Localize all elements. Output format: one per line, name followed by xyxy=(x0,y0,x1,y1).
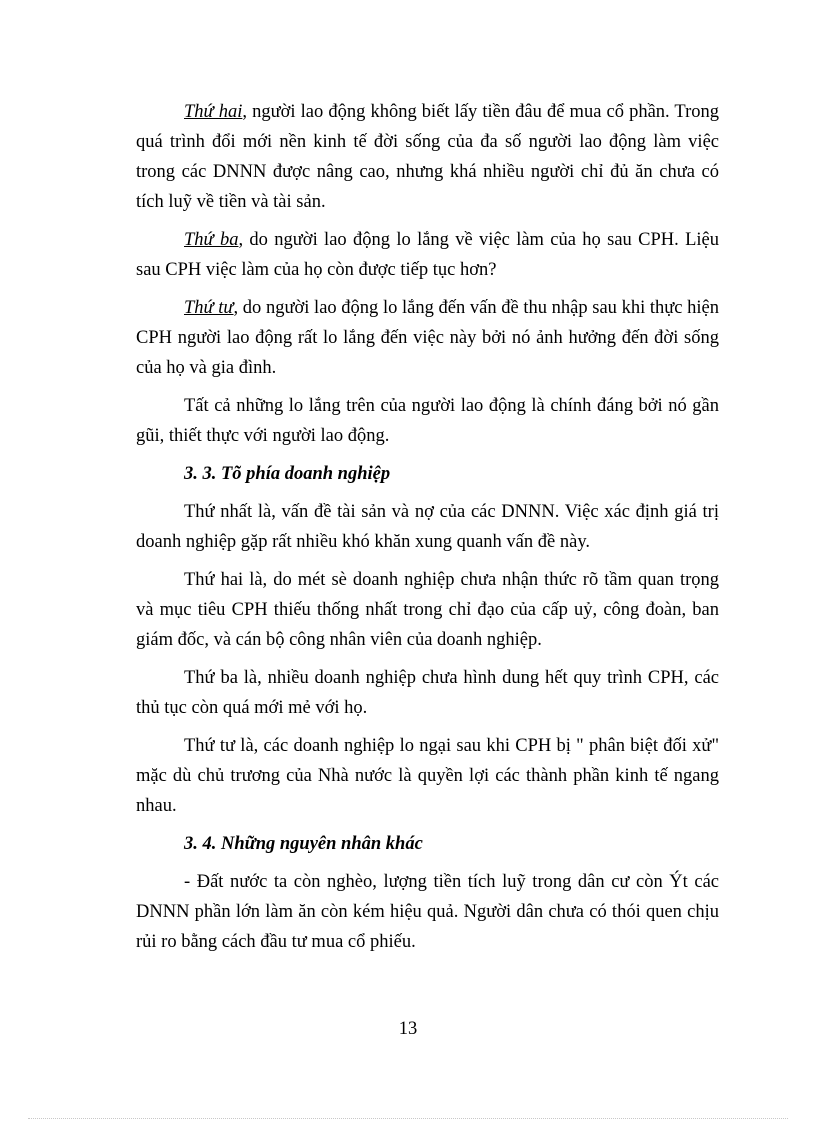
paragraph-lead: Thứ tư xyxy=(184,298,234,318)
paragraph-lead: Thứ ba xyxy=(184,230,239,250)
page-number: 13 xyxy=(398,1019,418,1039)
paragraph xyxy=(136,293,719,383)
document-body xyxy=(136,97,719,957)
section-heading: 3. 4. Những nguyên nhân khác xyxy=(184,834,423,854)
paragraph-text: , người lao động không biết lấy tiền đâu để mua cổ phần. Trong quá trình đổi mới nền kinh tế đời sống của đa số người lao động làm việc trong các DNNN được nâng cao, nhưng khá nhiều người chỉ đủ ăn chưa có tích luỹ về tiền và tài sản. xyxy=(136,102,719,212)
section-heading: 3. 3. Tõ phía doanh nghiệp xyxy=(184,464,391,484)
paragraph-text: , do người lao động lo lắng đến vấn đề thu nhập sau khi thực hiện CPH người lao động rất lo lắng đến việc này bởi nó ảnh hưởng đến đời sống của họ và gia đình. xyxy=(136,298,719,378)
footer-divider xyxy=(28,1118,788,1119)
paragraph-lead: Thứ hai xyxy=(184,102,243,122)
paragraph: Tất cả những lo lắng trên của người lao động là chính đáng bởi nó gần gũi, thiết thực với người lao động. xyxy=(136,396,719,446)
paragraph: Thứ ba là, nhiều doanh nghiệp chưa hình dung hết quy trình CPH, các thủ tục còn quá mới mẻ với họ. xyxy=(136,668,719,718)
paragraph: Thứ tư là, các doanh nghiệp lo ngại sau khi CPH bị " phân biệt đối xử" mặc dù chủ trương của Nhà nước là quyền lợi các thành phần kinh tế ngang nhau. xyxy=(136,736,719,816)
paragraph: Thứ nhất là, vấn đề tài sản và nợ của các DNNN. Việc xác định giá trị doanh nghiệp gặp rất nhiều khó khăn xung quanh vấn đề này. xyxy=(136,502,719,552)
paragraph: Thứ hai là, do mét sè doanh nghiệp chưa nhận thức rõ tầm quan trọng và mục tiêu CPH thiếu thống nhất trong chỉ đạo của cấp uỷ, công đoàn, ban giám đốc, và cán bộ công nhân viên của doanh nghiệp. xyxy=(136,570,719,650)
paragraph xyxy=(136,97,719,217)
paragraph xyxy=(136,225,719,285)
paragraph-text: , do người lao động lo lắng về việc làm của họ sau CPH. Liệu sau CPH việc làm của họ còn được tiếp tục hơn? xyxy=(136,230,719,280)
paragraph: - Đất nước ta còn nghèo, lượng tiền tích luỹ trong dân cư còn Ýt các DNNN phần lớn làm ăn còn kém hiệu quả. Người dân chưa có thói quen chịu rủi ro bằng cách đầu tư mua cổ phiếu. xyxy=(136,872,719,952)
